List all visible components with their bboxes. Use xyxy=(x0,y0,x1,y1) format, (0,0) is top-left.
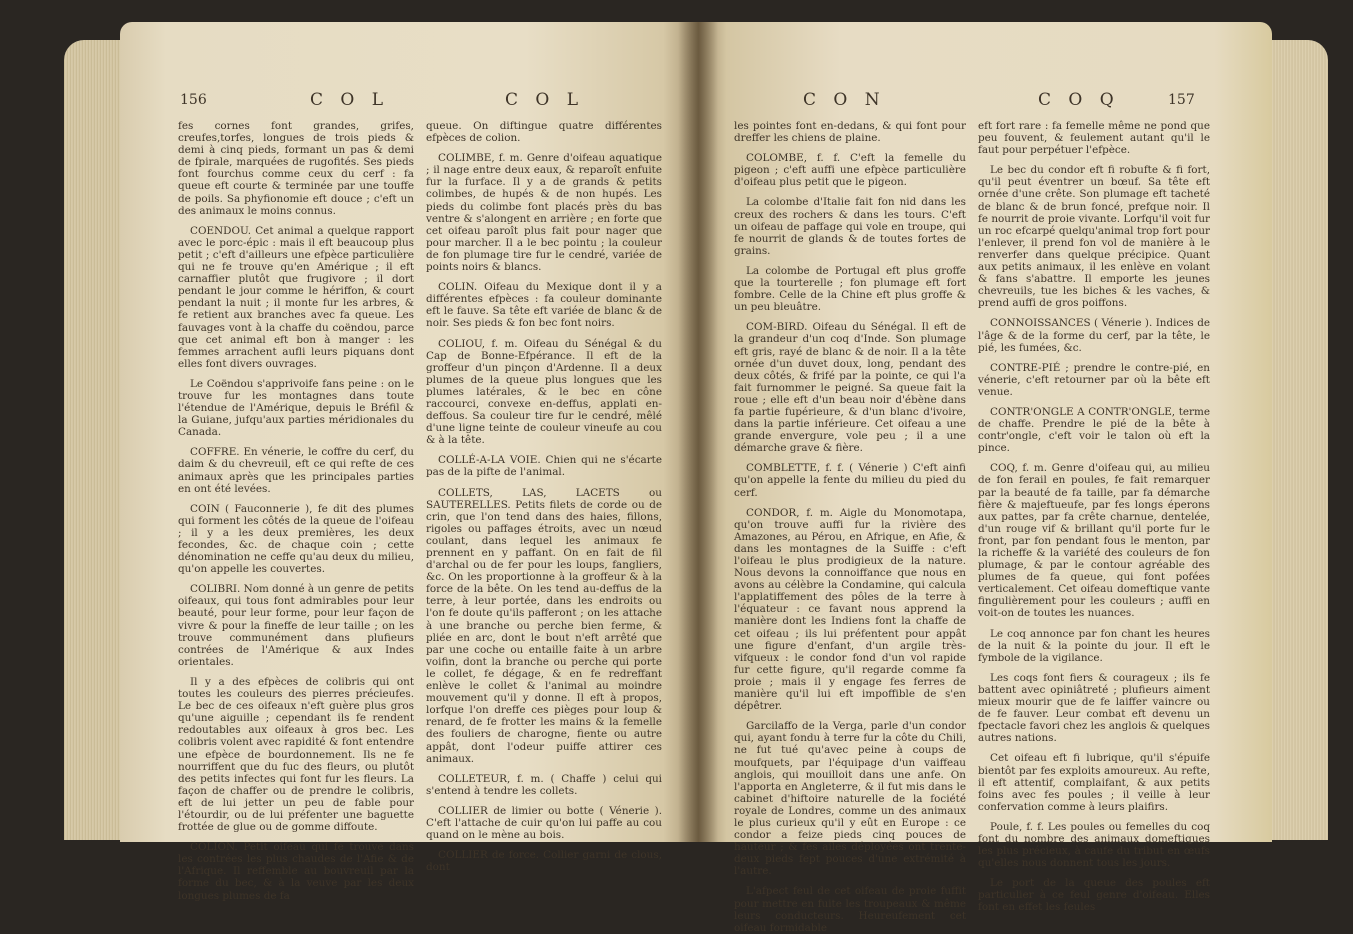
paragraph: La colombe de Portugal eft plus groffe que la tourterelle ; fon plumage eft fort fombre. Celle de la Chine eft plus groffe & un peu bleuâtre. xyxy=(734,264,966,314)
page-number-right: 157 xyxy=(1168,92,1195,108)
right-page xyxy=(698,22,1272,934)
paragraph: Le Coëndou s'apprivoife fans peine : on le trouve fur les montagnes dans toute l'étendue de l'Amérique, depuis le Bréfil & la Guiane, jufqu'aux parties méridionales du Canada. xyxy=(178,377,414,439)
paragraph: CONDOR, f. m. Aigle du Monomotapa, qu'on trouve auffi fur la rivière des Amazones, au Pérou, en Afrique, en Afie, & dans les montagnes de la Suiffe : c'eft l'oifeau le plus prodigieux de la nature. Nous devons la connoiffance que nous en avons au célèbre la Condamine, qui calcula l'applatiffement des pôles de la terre à l'équateur : ce favant nous apprend la manière dont les Indiens font la chaffe de cet oifeau ; ils lui préfentent pour appât une figure d'enfant, d'un argile très-vifqueux : le condor fond d'un vol rapide fur cette figure, qu'il regarde comme fa proie ; mais il y engage fes ferres de manière qu'il lui eft impoffible de s'en dépêtrer. xyxy=(734,506,966,713)
paragraph: queue. On diftingue quatre différentes efpèces de colion. xyxy=(426,120,662,145)
paragraph: COMBLETTE, f. f. ( Vénerie ) C'eft ainfi qu'on appelle la fente du milieu du pied du cerf. xyxy=(734,462,966,499)
paragraph: Poule, f. f. Les poules ou femelles du coq font du nombre des animaux domeftiques les plus précieux, à caufe du tribut en œufs qu'elles nous donnent tous les jours. xyxy=(978,820,1210,870)
paragraph: COQ, f. m. Genre d'oifeau qui, au milieu de fon ferail en poules, fe fait remarquer par la beauté de fa taille, par fa démarche fière & majeftueufe, par fes longs éperons aux pattes, par fa crête charnue, dentelée, d'un rouge vif & brillant qu'il porte fur le front, par fon pendant fous le menton, par la richeffe & la variété des couleurs de fon plumage, & par le contour agréable des plumes de fa queue, qui font pofées verticalement. Cet oifeau domeftique vante fingulièrement pour les couleurs ; auffi en voit-on de toutes les nuances. xyxy=(978,462,1210,620)
paragraph: Cet oifeau eft fi lubrique, qu'il s'épuife bientôt par fes exploits amoureux. Au refte, il eft attentif, complaifant, & aux petits foins avec fes poules ; il veille à leur confervation comme à leurs plaifirs. xyxy=(978,752,1210,813)
paragraph: COLIMBE, f. m. Genre d'oifeau aquatique ; il nage entre deux eaux, & reparoît enfuite fur la furface. Il y a de grands & petits colimbes, de hupés & de non hupés. Les pieds du colimbe font placés près du bas ventre & s'alongent en arrière ; en forte que cet oifeau paroît plus fait pour nager que pour marcher. Il a le bec pointu ; la couleur de fon plumage tire fur le cendré, variée de points noirs & blancs. xyxy=(426,152,662,274)
paragraph: COLIBRI. Nom donné à un genre de petits oifeaux, qui tous font admirables pour leur beauté, pour leur forme, pour leur façon de vivre & pour la fineffe de leur taille ; on les trouve communément dans plufieurs contrées de l'Amérique & aux Indes orientales. xyxy=(178,583,414,668)
paragraph: COLLETS, LAS, LACETS ou SAUTERELLES. Petits filets de corde ou de crin, que l'on tend dans des haies, fillons, rigoles ou paffages étroits, avec un nœud coulant, dans lequel les animaux fe prennent en y paffant. On en fait de fil d'archal ou de fer pour les loups, fangliers, &c. On les proportionne à la groffeur & à la force de la bête. On les tend au-deffus de la terre, à leur portée, dans les endroits ou l'on fe doute qu'ils pafferont ; on les attache à une branche ou perche bien ferme, & pliée en arc, dont le bout n'eft arrêté que par une coche ou entaille faite à un arbre voifin, dont la branche ou perche qui porte le collet, fe dégage, & en fe redreffant enlève le collet & l'animal au moindre mouvement qu'il y donne. Il eft à propos, lorfque l'on dreffe ces pièges pour loup & renard, de fe frotter les mains & la femelle des fouliers de charogne, fiente ou autre appât, dont l'odeur puiffe attirer ces animaux. xyxy=(426,486,662,765)
right-column-2 xyxy=(978,120,1211,914)
paragraph: Il y a des efpèces de colibris qui ont toutes les couleurs des pierres précieufes. Le bec de ces oifeaux n'eft guère plus gros qu'une aiguille ; cependant ils fe rendent redoutables aux oifeaux à gros bec. Les colibris volent avec rapidité & font entendre une efpèce de bourdonnement. Ils ne fe nourriffent que du fuc des fleurs, ou plutôt des petits infectes qui font fur les fleurs. La façon de chaffer ou de prendre le colibris, eft de lui jetter un peu de fable pour l'étourdir, ou de lui préfenter une baguette frottée de glue ou de gomme diffoute. xyxy=(178,675,414,834)
paragraph: eft fort rare : fa femelle même ne pond que peu fouvent, & feulement autant qu'il le faut pour perpétuer l'efpèce. xyxy=(978,120,1210,157)
paragraph: fes cornes font grandes, grifes, creufes,torfes, longues de trois pieds & demi à cinq pieds, formant un pas & demi de fpirale, marquées de rugofités. Ses pieds font fourchus comme ceux du cerf : fa queue eft courte & terminée par une touffe de poils. Sa phyfionomie eft douce ; c'eft un des animaux le moins connus. xyxy=(178,120,414,217)
paragraph: COLLÉ-A-LA VOIE. Chien qui ne s'écarte pas de la pifte de l'animal. xyxy=(426,454,662,479)
paragraph: COENDOU. Cet animal a quelque rapport avec le porc-épic : mais il eft beaucoup plus petit ; c'eft d'ailleurs une efpèce particulière qui ne fe trouve qu'en Amérique ; il eft carnaffier plutôt que frugivore ; il dort pendant le jour comme le hériffon, & court pendant la nuit ; il monte fur les arbres, & fe retient aux branches avec fa queue. Les fauvages vont à la chaffe du coëndou, parce que cet animal eft bon à manger : les femmes arrachent aufli leurs piquans dont elles font divers ouvrages. xyxy=(178,224,414,370)
right-page-edges xyxy=(1268,40,1328,840)
paragraph: L'afpect feul de cet oifeau de proie fuffit pour mettre en fuite les troupeaux & même leurs conducteurs. Heureufement cet oifeau formidable xyxy=(734,885,966,934)
paragraph: COLLIER de limier ou botte ( Vénerie ). C'eft l'attache de cuir qu'on lui paffe au cou quand on le mène au bois. xyxy=(426,804,662,842)
paragraph: COFFRE. En vénerie, le coffre du cerf, du daim & du chevreuil, eft ce qui refte de ces animaux après que les principales parties en ont été levées. xyxy=(178,446,414,495)
left-column-2 xyxy=(426,120,662,874)
book-gutter xyxy=(678,22,718,842)
left-column-1 xyxy=(178,120,414,902)
running-head-right-1: C O N xyxy=(803,90,886,110)
paragraph: COLLIER de force. Collier garni de clous, dont xyxy=(426,849,662,874)
running-head-left-2: C O L xyxy=(505,90,585,110)
paragraph: Le port de la queue des poules eft particulier à ce feul genre d'oifeau. Elles font en effet les feules xyxy=(978,877,1210,914)
paragraph: La colombe d'Italie fait fon nid dans les creux des rochers & dans les tours. C'eft un oifeau de paffage qui vole en troupe, qui fe nourrit de glands & de toutes fortes de grains. xyxy=(734,196,966,257)
left-page-edges xyxy=(64,40,124,840)
running-head-left-1: C O L xyxy=(310,90,390,110)
running-head-right-2: C O Q xyxy=(1038,90,1120,110)
paragraph: CONTRE-PIÉ ; prendre le contre-pié, en vénerie, c'eft retourner par où la bête eft venue. xyxy=(978,361,1210,398)
paragraph: COM-BIRD. Oifeau du Sénégal. Il eft de la grandeur d'un coq d'Inde. Son plumage eft gris, rayé de blanc & de noir. Il a la tête ornée d'un duvet doux, long, pendant des deux côtés, & frifé par la pointe, ce qui l'a fait furnommer le peigné. Sa queue fait la roue ; elle eft d'un beau noir d'ébène dans fa partie fupérieure, & d'un blanc d'ivoire, dans la partie inférieure. Cet oifeau a une grande envergure, vole peu ; il a une démarche grave & fière. xyxy=(734,321,966,455)
left-page xyxy=(120,22,698,902)
right-column-1 xyxy=(734,120,966,934)
paragraph: Les coqs font fiers & courageux ; ils fe battent avec opiniâtreté ; plufieurs aiment mieux mourir que de fe laiffer vaincre ou de fe fauver. Leur combat eft devenu un fpectacle favori chez les anglois & quelques autres nations. xyxy=(978,671,1211,745)
paragraph: Garcilaffo de la Verga, parle d'un condor qui, ayant fondu à terre fur la côte du Chili, ne fut tué qu'avec peine à coups de moufquets, par l'équipage d'un vaiffeau anglois, qui mouilloit dans une anfe. On l'apporta en Angleterre, & il fut mis dans le cabinet d'hiftoire naturelle de la fociété royale de Londres, comme un des animaux le plus curieux qu'il y eût en Europe : ce condor a feize pieds cinq pouces de hauteur ; & fes ailes déployées ont trente-deux pieds fept pouces d'une extrémité à l'autre. xyxy=(734,720,966,878)
paragraph: CONTR'ONGLE A CONTR'ONGLE, terme de chaffe. Prendre le pié de la bête à contr'ongle, c'eft voir le talon où eft la pince. xyxy=(978,405,1210,455)
book-spread xyxy=(28,0,1328,934)
paragraph: Le coq annonce par fon chant les heures de la nuit & la pointe du jour. Il eft le fymbole de la vigilance. xyxy=(978,627,1210,664)
paragraph: COLIOU, f. m. Oifeau du Sénégal & du Cap de Bonne-Efpérance. Il eft de la groffeur d'un pinçon d'Ardenne. Il a deux plumes de la queue plus longues que les plumes latérales, & le bec en cône raccourci, convexe en-deffus, applati en-deffous. Sa couleur tire fur le cendré, mêlé d'une ligne teinte de couleur vineufe au cou & à la tête. xyxy=(426,337,662,447)
paragraph: COLLETEUR, f. m. ( Chaffe ) celui qui s'entend à tendre les collets. xyxy=(426,772,662,797)
paragraph: COLIN. Oifeau du Mexique dont il y a différentes efpèces : fa couleur dominante eft le fauve. Sa tête eft variée de blanc & de noir. Ses pieds & fon bec font noirs. xyxy=(426,281,662,330)
paragraph: COIN ( Fauconnerie ), fe dit des plumes qui forment les côtés de la queue de l'oifeau ; il y a les deux premières, les deux fecondes, &c. de chaque coin ; cette dénomination ne ceffe qu'au deux du milieu, qu'on appelle les couvertes. xyxy=(178,502,414,576)
page-number-left: 156 xyxy=(180,92,207,108)
paragraph: COLION. Petit oifeau qui fe trouve dans les contrées les plus chaudes de l'Afie & de l'Afrique. Il reffemble au bouvreuil par la forme du bec, & à la veuve par les deux longues plumes de fa xyxy=(178,841,414,902)
paragraph: Le bec du condor eft fi robufte & fi fort, qu'il peut éventrer un bœuf. Sa tête eft ornée d'une crête. Son plumage eft tacheté de blanc & de brun foncé, prefque noir. Il fe nourrit de proie vivante. Lorfqu'il voit fur un roc efcarpé quelqu'animal trop fort pour l'enlever, il prend fon vol de manière à le renverfer dans quelque précipice. Quant aux petits animaux, il les enlève en volant & fans s'abattre. Il emporte les jeunes chevreuils, tue les biches & les vaches, & prend auffi de gros poiffons. xyxy=(978,164,1210,310)
paragraph: CONNOISSANCES ( Vénerie ). Indices de l'âge & de la forme du cerf, par la tête, le pié, les fumées, &c. xyxy=(978,317,1210,354)
paragraph: les pointes font en-dedans, & qui font pour dreffer les chiens de plaine. xyxy=(734,120,966,145)
paragraph: COLOMBE, f. f. C'eft la femelle du pigeon ; c'eft auffi une efpèce particulière d'oifeau plus petit que le pigeon. xyxy=(734,152,966,189)
